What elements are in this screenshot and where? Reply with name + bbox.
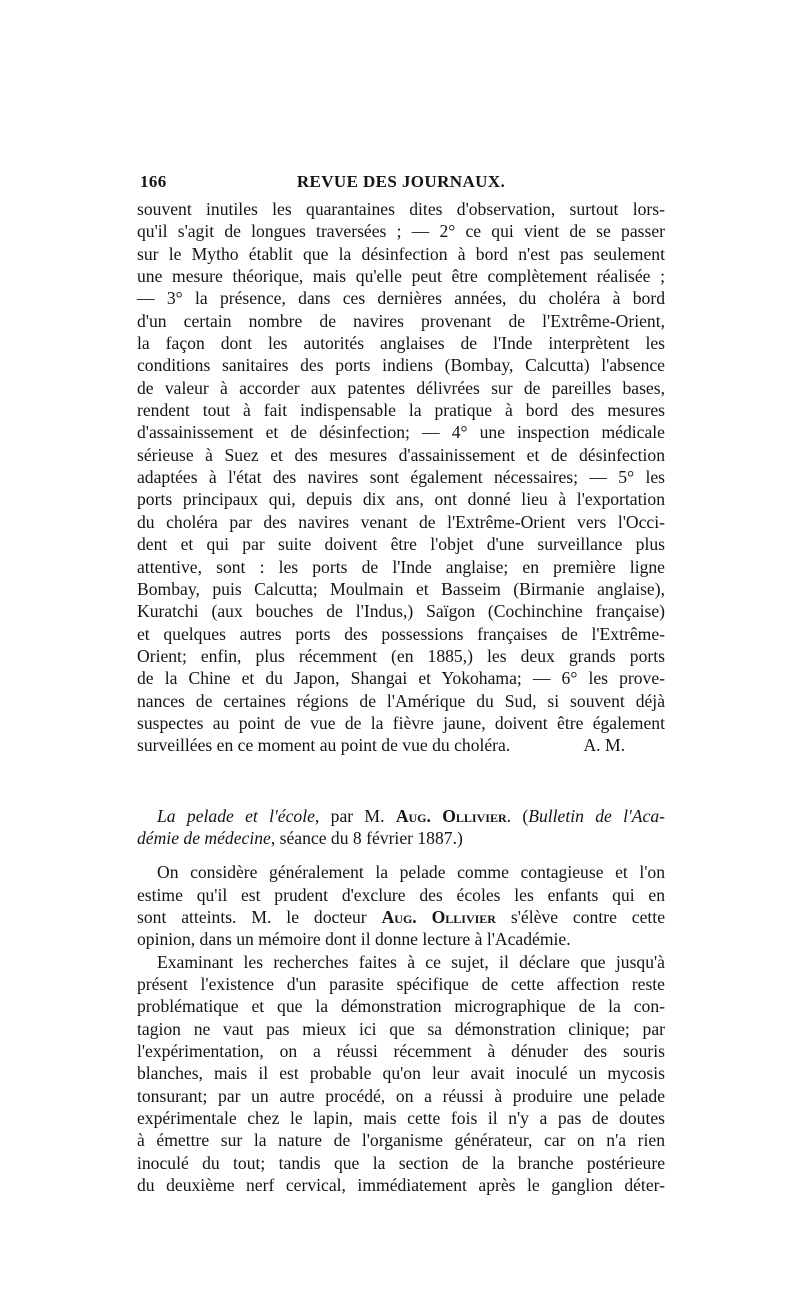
section-break (137, 757, 665, 805)
text-line: Kuratchi (aux bouches de l'Indus,) Saïgon (Cochinchine française) (137, 601, 665, 622)
text-run: sont atteints. M. le docteur (137, 906, 382, 927)
punctuation: . ( (506, 805, 529, 826)
text-line: blanches, mais il est probable qu'on leur avait inoculé un mycosis (137, 1063, 665, 1084)
text-run: s'élève contre cette (495, 906, 666, 927)
article-title: La pelade et l'école (157, 805, 315, 826)
text-line: l'expérimentation, on a réussi récemment à dénuder des souris (137, 1041, 665, 1062)
gap (137, 849, 665, 861)
text-line-last (137, 734, 665, 756)
text-line: opinion, dans un mémoire dont il donne lecture à l'Académie. (137, 929, 571, 950)
text-line: conditions sanitaires des ports indiens (Bombay, Calcutta) l'absence (137, 355, 665, 376)
text-line: suspectes au point de vue de la fièvre jaune, doivent être également (137, 712, 665, 733)
text-line: sur le Mytho établit que la désinfection à bord n'est pas seulement (137, 243, 665, 264)
running-title: REVUE DES JOURNAUX. (296, 172, 506, 191)
text-line (137, 906, 665, 928)
text-line: dent et qui par suite doivent être l'objet d'une surveillance plus (137, 534, 665, 555)
article-title-line-2 (137, 827, 665, 849)
last-line-text: surveillées en ce moment au point de vue du choléra. (137, 735, 511, 756)
text-line: inoculé du tout; tandis que la section de la branche postérieure (137, 1152, 665, 1173)
author-name: Aug. Ollivier (381, 906, 496, 927)
text-line: estime qu'il est prudent d'exclure des écoles les enfants qui en (137, 884, 665, 905)
text-line: de valeur à accorder aux patentes délivrées sur de pareilles bases, (137, 377, 665, 398)
text-line: tagion ne vaut pas mieux ici que sa démonstration clinique; par (137, 1018, 665, 1039)
page (137, 172, 665, 1196)
signature: A. M. (583, 735, 625, 756)
text-line: du choléra par des navires venant de l'Extrême-Orient vers l'Occi- (137, 511, 665, 532)
running-head (137, 172, 665, 198)
text-line: expérimentale chez le lapin, mais cette fois il n'y a pas de doutes (137, 1108, 665, 1129)
text-line: problématique et que la démonstration micrographique de la con- (137, 996, 665, 1017)
article-header (137, 805, 665, 850)
text-line: de la Chine et du Japon, Shangai et Yokohama; — 6° les prove- (137, 668, 665, 689)
article-author: Aug. Ollivier (395, 805, 507, 826)
text-line: sérieuse à Suez et des mesures d'assainissement et de désinfection (137, 444, 665, 465)
text-line: adaptées à l'état des navires sont également nécessaires; — 5° les (137, 467, 665, 488)
text-line: qu'il s'agit de longues traversées ; — 2° ce qui vient de se passer (137, 221, 665, 242)
text-line: à émettre sur la nature de l'organisme générateur, car on n'a rien (137, 1130, 665, 1151)
text-line: ports principaux qui, depuis dix ans, ont donné lieu à l'exportation (137, 489, 665, 510)
page-number: 166 (140, 172, 167, 191)
paragraph-1 (137, 861, 665, 950)
text-line: et quelques autres ports des possessions françaises de l'Extrême- (137, 623, 665, 644)
text-line: rendent tout à fait indispensable la pratique à bord des mesures (137, 400, 665, 421)
text-line: nances de certaines régions de l'Amérique du Sud, si souvent déjà (137, 690, 665, 711)
text-line: tonsurant; par un autre procédé, on a réussi à produire une pelade (137, 1085, 665, 1106)
text-line: attentive, sont : les ports de l'Inde anglaise; en première ligne (137, 556, 665, 577)
text-line: une mesure théorique, mais qu'elle peut être complètement réalisée ; (137, 266, 665, 287)
text-line: présent l'existence d'un parasite spécifique de cette affection reste (137, 974, 665, 994)
by-text: , par M. (314, 805, 396, 826)
text-line: du deuxième nerf cervical, immédiatement après le ganglion déter- (137, 1175, 665, 1196)
session-info: , séance du 8 février 1887.) (270, 827, 463, 848)
text-line: souvent inutiles les quarantaines dites d'observation, surtout lors- (137, 199, 665, 219)
text-line: d'un certain nombre de navires provenant de l'Extrême-Orient, (137, 310, 665, 331)
article-continuation (137, 198, 665, 757)
text-line: On considère généralement la pelade comme contagieuse et l'on (157, 862, 665, 883)
text-line: — 3° la présence, dans ces dernières années, du choléra à bord (137, 288, 665, 309)
paragraph-2 (137, 951, 665, 1197)
text-line: la façon dont les autorités anglaises de l'Inde interprètent les (137, 333, 665, 354)
bulletin-title-1: Bulletin de l'Aca- (528, 805, 666, 826)
text-line: Orient; enfin, plus récemment (en 1885,) les deux grands ports (137, 645, 665, 666)
text-line: Examinant les recherches faites à ce sujet, il déclare que jusqu'à (157, 951, 665, 972)
text-line: Bombay, puis Calcutta; Moulmain et Basseim (Birmanie anglaise), (137, 578, 665, 599)
text-line: d'assainissement et de désinfection; — 4° une inspection médicale (137, 422, 665, 443)
bulletin-title-2: démie de médecine (137, 827, 271, 848)
article-title-line-1 (137, 805, 665, 827)
